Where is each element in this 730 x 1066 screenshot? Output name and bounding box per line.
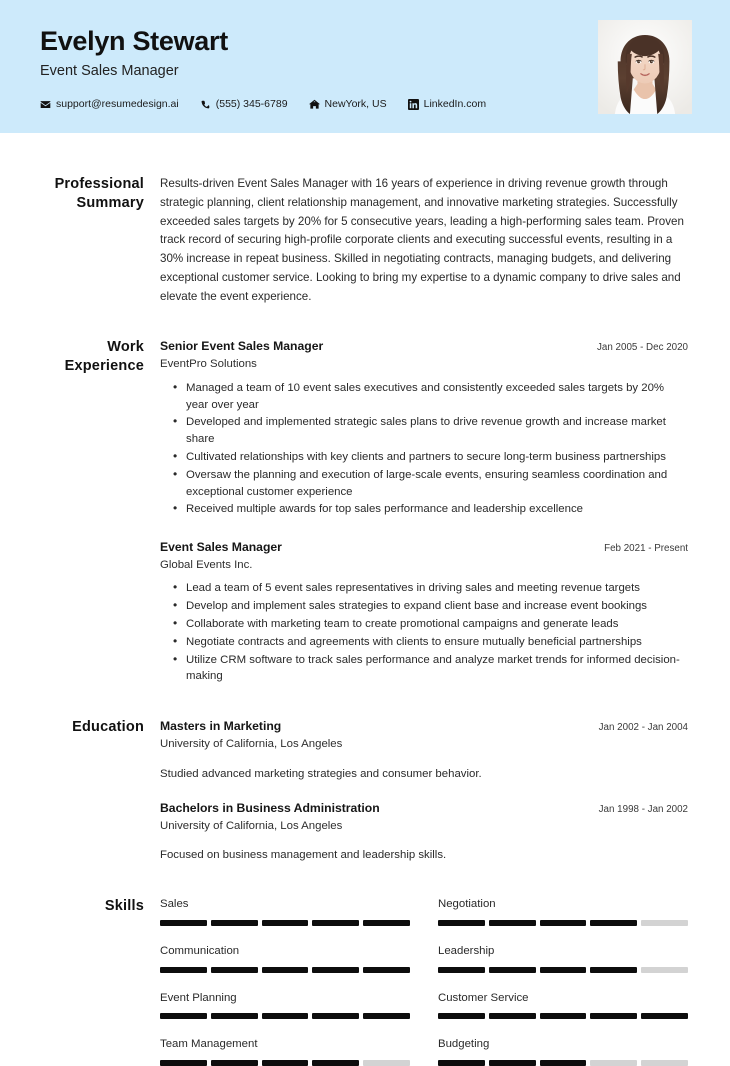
skill-segment-filled: [262, 1013, 309, 1019]
skill-name: Event Planning: [160, 991, 237, 1004]
summary-body: [160, 175, 688, 306]
avatar-portrait-image: [598, 20, 692, 114]
skill-segment-filled: [160, 1013, 207, 1019]
contact-linkedin-label: LinkedIn.com: [423, 98, 487, 111]
resume-header: [0, 0, 730, 133]
skill-segment-filled: [489, 1060, 536, 1066]
skill-item: [160, 991, 410, 1020]
education-description: Studied advanced marketing strategies and consumer behavior.: [160, 767, 482, 780]
skill-segment-filled: [363, 1013, 410, 1019]
page-title: Evelyn Stewart: [40, 26, 228, 56]
work-bullets: [160, 580, 688, 685]
skill-level-bar: [160, 1060, 410, 1066]
skill-segment-filled: [363, 920, 410, 926]
list-item: • Collaborate with marketing team to create promotional campaigns and generate leads: [186, 616, 688, 633]
skill-segment-empty: [641, 967, 688, 973]
work-entry: [160, 338, 688, 518]
work-date: Jan 2005 - Dec 2020: [597, 342, 688, 354]
skill-segment-filled: [438, 1013, 485, 1019]
avatar: [598, 20, 692, 114]
skill-segment-filled: [312, 1060, 359, 1066]
contact-item-location[interactable]: [309, 98, 387, 110]
section-label-work: Work Experience: [64, 339, 144, 375]
skill-segment-filled: [312, 920, 359, 926]
list-item: • Negotiate contracts and agreements with clients to ensure mutually beneficial partnerships: [186, 634, 688, 651]
work-entry: [160, 539, 688, 685]
skill-segment-filled: [540, 1060, 587, 1066]
contact-location-label: NewYork, US: [324, 98, 387, 111]
contact-row: [40, 98, 486, 110]
skill-name: Sales: [160, 898, 189, 910]
contact-item-linkedin[interactable]: [408, 98, 486, 110]
summary-text: Results-driven Event Sales Manager with 16 years of experience in driving revenue growth through strategic planning, client relationship management, and innovative marketing strategies. Successfully exceeded sales targets by 20% for 5 consecutive years, leading a high-performing sales team. Proven track record of securing high-profile corporate clients and executing successful events, resulting in a 30% increase in repeat business. Skilled in negotiating contracts, managing budgets, and delivering exceptional customer service. Looking to bring my expertise to a dynamic company to drive sales and elevate the event experience.: [160, 177, 684, 303]
skills-grid: [160, 897, 688, 1066]
skill-item: [438, 897, 688, 926]
skill-name: Negotiation: [438, 898, 496, 910]
skill-segment-empty: [641, 920, 688, 926]
skill-segment-filled: [590, 1013, 637, 1019]
skill-segment-filled: [312, 967, 359, 973]
skill-name: Customer Service: [438, 991, 529, 1004]
skill-segment-empty: [363, 1060, 410, 1066]
resume-body: [0, 175, 730, 1066]
work-date: Feb 2021 - Present: [604, 543, 688, 555]
work-bullets: [160, 380, 688, 518]
education-entry: [160, 800, 688, 864]
section-label-summary: Professional Summary: [54, 176, 144, 211]
skill-segment-filled: [590, 967, 637, 973]
education-body: [160, 718, 688, 864]
skill-segment-empty: [590, 1060, 637, 1066]
work-org: EventPro Solutions: [160, 357, 257, 370]
section-label-education: Education: [72, 719, 144, 736]
list-item: • Managed a team of 10 event sales executives and consistently exceeded sales targets by 20% year over year: [186, 380, 688, 414]
phone-icon: [200, 99, 211, 110]
education-entry-head: [160, 800, 688, 816]
skill-segment-filled: [160, 920, 207, 926]
header-text-block: [40, 22, 486, 110]
work-role: Event Sales Manager: [160, 540, 282, 555]
education-school: University of California, Los Angeles: [160, 737, 343, 750]
contact-item-email[interactable]: [40, 98, 179, 110]
skill-segment-filled: [489, 1013, 536, 1019]
education-degree: Bachelors in Business Administration: [160, 801, 380, 816]
skill-level-bar: [160, 920, 410, 926]
skill-name: Communication: [160, 944, 240, 957]
skill-segment-filled: [438, 1060, 485, 1066]
skill-segment-filled: [590, 920, 637, 926]
skill-segment-filled: [160, 1060, 207, 1066]
skill-level-bar: [160, 1013, 410, 1019]
education-entry: [160, 718, 688, 782]
skill-item: [438, 944, 688, 973]
envelope-icon: [40, 99, 51, 110]
skill-segment-filled: [211, 920, 258, 926]
list-item: • Received multiple awards for top sales performance and leadership excellence: [186, 501, 688, 518]
skill-name: Leadership: [438, 944, 495, 957]
section-education: [42, 718, 688, 864]
skill-segment-filled: [489, 967, 536, 973]
skill-segment-filled: [262, 967, 309, 973]
section-work-experience: [42, 338, 688, 687]
skill-segment-filled: [540, 1013, 587, 1019]
skill-level-bar: [438, 1013, 688, 1019]
education-date: Jan 2002 - Jan 2004: [598, 722, 688, 734]
skill-segment-filled: [262, 920, 309, 926]
contact-email-label: support@resumedesign.ai: [56, 98, 179, 111]
skill-segment-filled: [262, 1060, 309, 1066]
section-label-skills: Skills: [104, 898, 144, 914]
skill-segment-filled: [363, 967, 410, 973]
skill-item: [438, 1037, 688, 1066]
skill-segment-filled: [160, 967, 207, 973]
skill-segment-filled: [211, 1013, 258, 1019]
education-description: Focused on business management and leadership skills.: [160, 849, 447, 862]
skill-item: [438, 991, 688, 1020]
job-title: Event Sales Manager: [40, 63, 179, 80]
work-body: [160, 338, 688, 687]
skill-item: [160, 1037, 410, 1066]
skill-segment-empty: [641, 1060, 688, 1066]
contact-phone-label: (555) 345-6789: [215, 98, 288, 111]
skill-level-bar: [438, 967, 688, 973]
skill-level-bar: [160, 967, 410, 973]
skill-name: Team Management: [160, 1038, 258, 1051]
skill-item: [160, 897, 410, 926]
list-item: • Developed and implemented strategic sales plans to drive revenue growth and increase market share: [186, 414, 688, 448]
work-entry-head: [160, 338, 688, 354]
contact-item-phone[interactable]: [200, 98, 288, 110]
work-org: Global Events Inc.: [160, 558, 253, 571]
skills-body: [160, 897, 688, 1066]
skill-segment-filled: [211, 1060, 258, 1066]
linkedin-icon: [408, 99, 419, 110]
skill-segment-filled: [540, 967, 587, 973]
skill-level-bar: [438, 1060, 688, 1066]
skill-segment-filled: [312, 1013, 359, 1019]
section-skills: [42, 897, 688, 1066]
skill-name: Budgeting: [438, 1038, 490, 1051]
list-item: • Develop and implement sales strategies to expand client base and increase event bookings: [186, 598, 688, 615]
education-degree: Masters in Marketing: [160, 719, 282, 734]
skill-item: [160, 944, 410, 973]
skill-segment-filled: [489, 920, 536, 926]
skill-segment-filled: [438, 920, 485, 926]
work-entry-head: [160, 539, 688, 555]
skill-segment-filled: [211, 967, 258, 973]
list-item: • Utilize CRM software to track sales performance and analyze market trends for informed decision-making: [186, 652, 688, 686]
home-icon: [309, 99, 320, 110]
education-school: University of California, Los Angeles: [160, 819, 343, 832]
skill-segment-filled: [438, 967, 485, 973]
skill-segment-filled: [540, 920, 587, 926]
skill-segment-filled: [641, 1013, 688, 1019]
list-item: • Cultivated relationships with key clients and partners to secure long-term business partnerships: [186, 449, 688, 466]
list-item: • Lead a team of 5 event sales representatives in driving sales and meeting revenue targets: [186, 580, 688, 597]
work-role: Senior Event Sales Manager: [160, 339, 324, 354]
section-professional-summary: [42, 175, 688, 306]
education-entry-head: [160, 718, 688, 734]
list-item: • Oversaw the planning and execution of large-scale events, ensuring seamless coordination and exceptional customer experience: [186, 467, 688, 501]
skill-level-bar: [438, 920, 688, 926]
education-date: Jan 1998 - Jan 2002: [598, 804, 688, 816]
